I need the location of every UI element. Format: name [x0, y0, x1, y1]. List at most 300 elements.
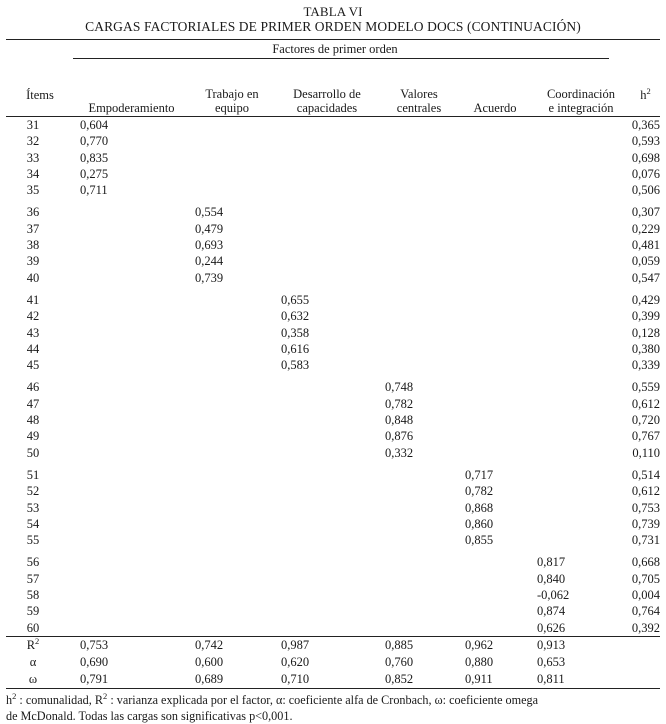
cell-item-number: 52: [26, 484, 40, 499]
cell-communality: 0,731: [631, 533, 660, 548]
cell-loading-factor-6: [531, 166, 631, 182]
page-title: CARGAS FACTORIALES DE PRIMER ORDEN MODELO DOCS (CONTINUACIÓN): [85, 19, 581, 34]
cell-loading-factor-2: [189, 396, 275, 412]
table-row: [6, 467, 660, 483]
cell-loading-factor-4: [379, 117, 459, 133]
cell-loading-factor-3: [275, 500, 379, 516]
cell-loading-factor-4: 0,782: [385, 396, 414, 411]
column-header-factor-2: [189, 88, 275, 116]
cell-loading-factor-1: [74, 379, 189, 395]
cell-loading-factor-3: [275, 150, 379, 166]
table-row: [6, 292, 660, 308]
cell-loading-factor-5: [459, 308, 531, 324]
summary-row: [6, 654, 660, 671]
cell-loading-factor-6: [531, 428, 631, 444]
cell-loading-factor-6: [531, 357, 631, 373]
cell-loading-factor-4: [379, 341, 459, 357]
cell-loading-factor-1: [74, 292, 189, 308]
cell-loading-factor-5: [459, 237, 531, 253]
table-row: [6, 483, 660, 499]
cell-item-number: 40: [26, 270, 40, 285]
cell-loading-factor-3: [275, 221, 379, 237]
table-row: [6, 237, 660, 253]
cell-loading-factor-1: 0,711: [80, 183, 108, 198]
cell-loading-factor-6: [531, 204, 631, 220]
cell-loading-factor-4: [379, 133, 459, 149]
cell-loading-factor-1: [74, 603, 189, 619]
cell-loading-factor-4: [379, 554, 459, 570]
factor-3-label-l1: Desarrollo de: [293, 87, 361, 101]
cell-loading-factor-6: [531, 308, 631, 324]
summary-value-h2: [631, 671, 660, 688]
summary-row-label: $R^2$: [26, 635, 40, 652]
cell-loading-factor-1: 0,770: [80, 134, 109, 149]
cell-loading-factor-4: [379, 325, 459, 341]
summary-value-factor-6: 0,811: [537, 671, 565, 686]
h2-label-sup: 2: [646, 85, 651, 96]
column-header-h2: [631, 85, 660, 116]
cell-loading-factor-1: 0,835: [80, 150, 109, 165]
table-row: [6, 445, 660, 461]
cell-loading-factor-6: [531, 516, 631, 532]
cell-communality: 0,399: [631, 309, 660, 324]
cell-item-number: 56: [26, 555, 40, 570]
cell-loading-factor-6: 0,840: [537, 571, 566, 586]
cell-loading-factor-2: [189, 445, 275, 461]
cell-loading-factor-3: [275, 516, 379, 532]
cell-loading-factor-2: [189, 428, 275, 444]
table-row: [6, 620, 660, 636]
cell-loading-factor-3: [275, 620, 379, 636]
cell-loading-factor-6: [531, 467, 631, 483]
cell-item-number: 45: [26, 358, 40, 373]
factor-1-label-l1: Empoderamiento: [88, 100, 175, 115]
cell-loading-factor-6: [531, 532, 631, 548]
cell-loading-factor-5: [459, 221, 531, 237]
cell-communality: 0,365: [631, 118, 660, 132]
cell-loading-factor-5: [459, 292, 531, 308]
summary-row: [6, 671, 660, 688]
summary-value-h2: [631, 637, 660, 654]
cell-loading-factor-6: [531, 253, 631, 269]
table-row: [6, 221, 660, 237]
cell-loading-factor-5: 0,782: [465, 484, 494, 499]
cell-item-number: 54: [26, 516, 40, 531]
cell-communality: 0,593: [631, 134, 660, 149]
cell-loading-factor-2: 0,739: [195, 270, 224, 285]
summary-value-h2: [631, 654, 660, 671]
factor-2-label-l1: Trabajo en: [205, 87, 259, 101]
cell-loading-factor-1: [74, 412, 189, 428]
cell-loading-factor-2: [189, 603, 275, 619]
cell-loading-factor-5: 0,855: [465, 533, 494, 548]
cell-loading-factor-5: [459, 587, 531, 603]
cell-loading-factor-6: [531, 270, 631, 286]
cell-item-number: 50: [26, 445, 40, 460]
cell-loading-factor-5: [459, 117, 531, 133]
table-row: [6, 357, 660, 373]
cell-loading-factor-2: [189, 357, 275, 373]
cell-loading-factor-4: 0,848: [385, 413, 414, 428]
cell-loading-factor-3: [275, 133, 379, 149]
column-header-factor-5: [459, 88, 531, 116]
cell-loading-factor-3: [275, 445, 379, 461]
cell-loading-factor-4: [379, 182, 459, 198]
summary-value-factor-1: 0,791: [80, 671, 109, 686]
cell-item-number: 60: [26, 620, 40, 635]
summary-statistics-table: [6, 637, 660, 688]
cell-loading-factor-2: [189, 412, 275, 428]
cell-loading-factor-6: [531, 500, 631, 516]
cell-item-number: 51: [26, 467, 40, 482]
cell-loading-factor-1: [74, 237, 189, 253]
table-row: [6, 587, 660, 603]
cell-loading-factor-5: [459, 554, 531, 570]
cell-loading-factor-4: [379, 270, 459, 286]
cell-loading-factor-1: [74, 270, 189, 286]
summary-value-factor-2: 0,689: [195, 671, 224, 686]
cell-item-number: 32: [26, 134, 40, 149]
cell-loading-factor-1: [74, 483, 189, 499]
cell-loading-factor-4: [379, 500, 459, 516]
cell-loading-factor-3: [275, 467, 379, 483]
cell-loading-factor-2: [189, 571, 275, 587]
cell-item-number: 43: [26, 325, 40, 340]
cell-item-number: 53: [26, 500, 40, 515]
cell-loading-factor-2: [189, 379, 275, 395]
cell-loading-factor-1: [74, 571, 189, 587]
cell-communality: 0,612: [631, 396, 660, 411]
cell-loading-factor-6: [531, 292, 631, 308]
cell-loading-factor-2: [189, 341, 275, 357]
cell-loading-factor-3: 0,616: [281, 341, 310, 356]
cell-loading-factor-2: 0,479: [195, 221, 224, 236]
cell-loading-factor-1: [74, 500, 189, 516]
table-row: [6, 133, 660, 149]
cell-item-number: 47: [26, 396, 40, 411]
cell-loading-factor-5: [459, 341, 531, 357]
cell-loading-factor-4: [379, 516, 459, 532]
cell-loading-factor-4: [379, 532, 459, 548]
summary-row: [6, 637, 660, 654]
cell-loading-factor-5: [459, 325, 531, 341]
summary-value-factor-3: 0,710: [281, 671, 310, 686]
cell-loading-factor-2: [189, 467, 275, 483]
cell-communality: 0,705: [631, 571, 660, 586]
cell-loading-factor-3: [275, 237, 379, 253]
cell-loading-factor-5: [459, 204, 531, 220]
cell-loading-factor-6: 0,817: [537, 555, 566, 570]
table-row: [6, 412, 660, 428]
cell-loading-factor-5: [459, 182, 531, 198]
cell-loading-factor-5: 0,860: [465, 516, 494, 531]
cell-item-number: 59: [26, 604, 40, 619]
cell-loading-factor-3: [275, 603, 379, 619]
cell-item-number: 31: [26, 118, 40, 132]
cell-loading-factor-3: [275, 587, 379, 603]
cell-loading-factor-2: [189, 150, 275, 166]
table-row: [6, 204, 660, 220]
cell-loading-factor-2: [189, 292, 275, 308]
factor-6-label-l2: e integración: [548, 100, 614, 115]
summary-value-factor-2: 0,600: [195, 654, 224, 669]
cell-loading-factor-5: [459, 133, 531, 149]
cell-communality: 0,739: [631, 516, 660, 531]
cell-loading-factor-3: [275, 379, 379, 395]
table-footnote: [6, 689, 660, 724]
cell-loading-factor-6: [531, 117, 631, 133]
cell-loading-factor-6: [531, 133, 631, 149]
cell-loading-factor-6: [531, 341, 631, 357]
cell-loading-factor-6: [531, 237, 631, 253]
h2-label: h: [640, 87, 647, 102]
cell-item-number: 48: [26, 413, 40, 428]
cell-loading-factor-1: [74, 620, 189, 636]
cell-loading-factor-2: [189, 554, 275, 570]
cell-item-number: 55: [26, 533, 40, 548]
cell-item-number: 35: [26, 183, 40, 198]
table-number: TABLA VI: [303, 4, 363, 19]
cell-loading-factor-1: [74, 204, 189, 220]
cell-item-number: 36: [26, 205, 40, 220]
cell-loading-factor-5: [459, 428, 531, 444]
cell-communality: 0,481: [631, 238, 660, 253]
cell-loading-factor-4: [379, 150, 459, 166]
cell-loading-factor-2: [189, 532, 275, 548]
cell-loading-factor-4: [379, 603, 459, 619]
cell-loading-factor-1: [74, 341, 189, 357]
cell-loading-factor-6: [531, 221, 631, 237]
factor-6-label-l1: Coordinación: [546, 87, 616, 101]
cell-loading-factor-4: [379, 221, 459, 237]
cell-item-number: 57: [26, 571, 40, 586]
cell-loading-factor-6: [531, 150, 631, 166]
cell-loading-factor-5: 0,868: [465, 500, 494, 515]
cell-loading-factor-3: 0,655: [281, 292, 310, 307]
table-row: [6, 554, 660, 570]
cell-communality: 0,307: [631, 205, 660, 220]
cell-loading-factor-2: [189, 587, 275, 603]
cell-loading-factor-3: 0,358: [281, 325, 310, 340]
cell-loading-factor-3: [275, 532, 379, 548]
cell-loading-factor-5: [459, 396, 531, 412]
cell-loading-factor-3: [275, 182, 379, 198]
table-row: [6, 379, 660, 395]
cell-loading-factor-4: [379, 253, 459, 269]
cell-loading-factor-1: [74, 357, 189, 373]
cell-loading-factor-3: [275, 117, 379, 133]
summary-value-factor-1: 0,690: [80, 654, 109, 669]
cell-loading-factor-1: [74, 325, 189, 341]
cell-loading-factor-4: [379, 587, 459, 603]
cell-communality: 0,514: [631, 467, 660, 482]
summary-value-factor-4: 0,885: [385, 637, 414, 652]
table-row: [6, 396, 660, 412]
cell-loading-factor-1: [74, 308, 189, 324]
cell-loading-factor-5: 0,717: [465, 467, 494, 482]
cell-loading-factor-3: [275, 412, 379, 428]
cell-loading-factor-5: [459, 620, 531, 636]
cell-loading-factor-3: [275, 554, 379, 570]
cell-loading-factor-2: [189, 500, 275, 516]
column-header-factor-3: [275, 88, 379, 116]
cell-loading-factor-2: 0,693: [195, 238, 224, 253]
cell-loading-factor-6: [531, 396, 631, 412]
cell-loading-factor-6: [531, 445, 631, 461]
cell-communality: 0,612: [631, 484, 660, 499]
cell-loading-factor-4: [379, 308, 459, 324]
cell-loading-factor-4: [379, 166, 459, 182]
rule-factor-group: [73, 58, 609, 59]
summary-value-factor-6: 0,913: [537, 637, 566, 652]
cell-item-number: 38: [26, 238, 40, 253]
cell-loading-factor-3: 0,632: [281, 309, 310, 324]
cell-loading-factor-4: [379, 483, 459, 499]
cell-loading-factor-2: [189, 133, 275, 149]
table-row: [6, 603, 660, 619]
table-row: [6, 341, 660, 357]
cell-loading-factor-4: [379, 237, 459, 253]
cell-communality: 0,339: [631, 358, 660, 373]
summary-value-factor-5: 0,962: [465, 637, 494, 652]
title-block: [6, 0, 660, 35]
cell-loading-factor-2: [189, 166, 275, 182]
cell-communality: 0,392: [631, 620, 660, 635]
cell-communality: 0,720: [631, 413, 660, 428]
cell-loading-factor-2: [189, 182, 275, 198]
cell-communality: 0,128: [631, 325, 660, 340]
cell-communality: 0,698: [631, 150, 660, 165]
cell-communality: 0,004: [631, 588, 660, 603]
cell-loading-factor-4: [379, 357, 459, 373]
cell-loading-factor-2: 0,244: [195, 254, 224, 269]
cell-loading-factor-6: -0,062: [537, 588, 570, 603]
cell-item-number: 37: [26, 221, 40, 236]
cell-item-number: 33: [26, 150, 40, 165]
cell-item-number: 44: [26, 341, 40, 356]
cell-loading-factor-3: [275, 166, 379, 182]
cell-communality: 0,764: [631, 604, 660, 619]
cell-communality: 0,547: [631, 270, 660, 285]
cell-loading-factor-3: [275, 396, 379, 412]
cell-loading-factor-5: [459, 571, 531, 587]
cell-loading-factor-2: [189, 483, 275, 499]
cell-loading-factor-5: [459, 379, 531, 395]
cell-loading-factor-3: 0,583: [281, 358, 310, 373]
header-group-band: [6, 40, 660, 88]
cell-loading-factor-1: 0,604: [80, 118, 109, 132]
factor-4-label-l1: Valores: [400, 87, 438, 101]
cell-communality: 0,380: [631, 341, 660, 356]
cell-communality: 0,753: [631, 500, 660, 515]
cell-communality: 0,076: [631, 166, 660, 181]
cell-loading-factor-2: 0,554: [195, 205, 224, 220]
cell-loading-factor-4: 0,876: [385, 429, 414, 444]
table-row: [6, 253, 660, 269]
cell-item-number: 42: [26, 309, 40, 324]
factor-group-label: Factores de primer orden: [272, 42, 398, 56]
cell-loading-factor-1: [74, 396, 189, 412]
cell-loading-factor-3: [275, 428, 379, 444]
table-row: [6, 325, 660, 341]
cell-item-number: 46: [26, 380, 40, 395]
cell-item-number: 34: [26, 166, 40, 181]
factor-3-label-l2: capacidades: [296, 100, 358, 115]
cell-loading-factor-5: [459, 445, 531, 461]
cell-loading-factor-1: 0,275: [80, 166, 109, 181]
summary-value-factor-4: 0,852: [385, 671, 414, 686]
footnote-line-2: de McDonald. Todas las cargas son significativas p<0,001.: [6, 708, 293, 723]
cell-loading-factor-4: [379, 571, 459, 587]
summary-value-factor-6: 0,653: [537, 654, 566, 669]
factor-4-label-l2: centrales: [396, 100, 442, 115]
table-row: [6, 571, 660, 587]
cell-loading-factor-6: [531, 379, 631, 395]
column-header-factor-1: [74, 88, 189, 116]
table-row: [6, 270, 660, 286]
table-row: [6, 308, 660, 324]
summary-value-factor-3: 0,987: [281, 637, 310, 652]
cell-communality: 0,110: [632, 445, 660, 460]
cell-loading-factor-1: [74, 445, 189, 461]
factor-loadings-body: [6, 117, 660, 636]
cell-loading-factor-5: [459, 357, 531, 373]
summary-value-factor-3: 0,620: [281, 654, 310, 669]
cell-communality: 0,059: [631, 254, 660, 269]
cell-loading-factor-5: [459, 603, 531, 619]
cell-loading-factor-5: [459, 150, 531, 166]
cell-loading-factor-2: [189, 620, 275, 636]
cell-item-number: 41: [26, 292, 40, 307]
cell-loading-factor-3: [275, 483, 379, 499]
column-header-factor-6: [531, 88, 631, 116]
summary-value-factor-5: 0,911: [465, 671, 493, 686]
cell-loading-factor-3: [275, 204, 379, 220]
table-row: [6, 516, 660, 532]
table-row: [6, 532, 660, 548]
summary-row-label: α: [29, 654, 37, 669]
table-row: [6, 150, 660, 166]
cell-loading-factor-4: [379, 292, 459, 308]
summary-value-factor-5: 0,880: [465, 654, 494, 669]
cell-loading-factor-1: [74, 221, 189, 237]
factor-5-label-l1: Acuerdo: [473, 100, 517, 115]
cell-loading-factor-2: [189, 117, 275, 133]
cell-loading-factor-6: [531, 182, 631, 198]
column-header-factor-4: [379, 88, 459, 116]
cell-loading-factor-3: [275, 253, 379, 269]
cell-loading-factor-5: [459, 253, 531, 269]
cell-item-number: 39: [26, 254, 40, 269]
cell-item-number: 58: [26, 588, 40, 603]
cell-communality: 0,559: [631, 380, 660, 395]
factor-loadings-table: [6, 85, 660, 116]
cell-loading-factor-2: [189, 516, 275, 532]
table-header-row: [6, 88, 660, 116]
cell-loading-factor-1: [74, 516, 189, 532]
cell-loading-factor-6: [531, 412, 631, 428]
summary-row-label: ω: [28, 671, 38, 686]
table-row: [6, 117, 660, 133]
summary-row-label-sup: 2: [35, 635, 40, 646]
table-row: [6, 428, 660, 444]
cell-loading-factor-1: [74, 532, 189, 548]
summary-value-factor-1: 0,753: [80, 637, 109, 652]
cell-communality: 0,668: [631, 555, 660, 570]
column-header-items: Ítems: [26, 87, 54, 102]
cell-loading-factor-1: [74, 554, 189, 570]
cell-loading-factor-6: 0,626: [537, 620, 566, 635]
